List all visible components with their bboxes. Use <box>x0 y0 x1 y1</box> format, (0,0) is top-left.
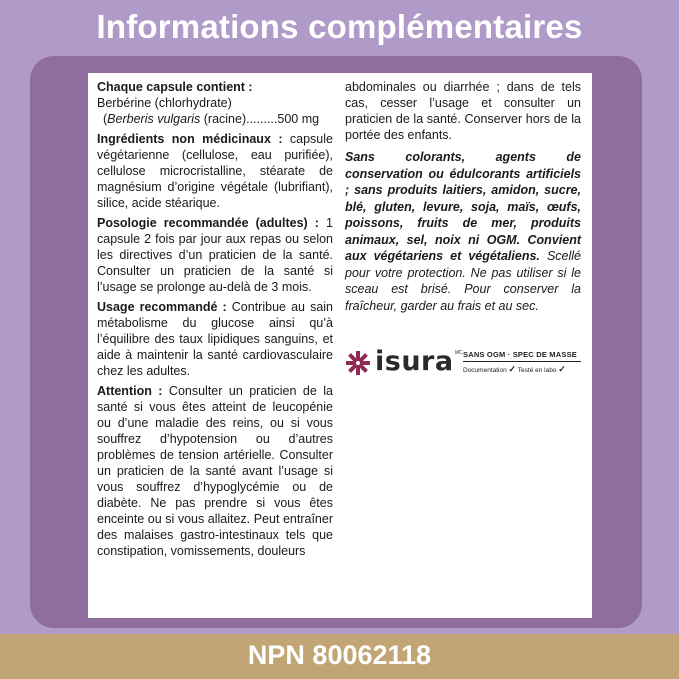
right-column <box>345 79 581 318</box>
cert-documentation: Documentation <box>463 367 507 374</box>
flower-logo-icon <box>345 350 371 376</box>
storage-statement: Scellé pour votre protection. Ne pas utiliser si le sceau est brisé. Pour conserver la fraîcheur, garder au frais et au sec. <box>345 249 581 313</box>
certification-title: SANS OGM · SPEC DE MASSE <box>463 350 577 359</box>
certification-divider <box>463 361 581 362</box>
brand-name: isura <box>375 346 454 377</box>
npn-number: NPN 80062118 <box>247 640 432 670</box>
certification-details <box>463 364 566 375</box>
dosage-heading: Posologie recommandée (adultes) : <box>97 216 319 230</box>
left-column: Chaque capsule contient : Berbérine (chlorhydrate) (Berberis vulgaris (racine).........500 mg Ingrédients non médicinaux : capsule végétarienne (cellulose, eau purifiée), cellulose microcristalline, stéarate de magnésium d’origine végétale (lubrifiant), silice, acide stéarique. Posologie recommandée (adultes) : 1 capsule 2 fois par jour aux repas ou selon les directives d’un praticien de la santé. Consulter un praticien de la santé si l’usage se prolonge au-delà de 3 mois. Usage recommandé : Contribue au sain métabolisme du glucose ainsi qu’à l’équilibre des taux lipidiques sanguins, et aide à maintenir la santé cardiovasculaire chez les adultes. Attention : Consulter un praticien de la santé si vous êtes atteint de leucopénie ou d’une maladie des reins, ou si vous souffrez d’hypotension ou d’autres problèmes de tension artérielle. Consulter un praticien de la santé avant l’usage si vous souffrez d’hypoglycémie ou de diabète. Ne pas prendre si vous êtes enceinte ou si vous allaitez. Peut entraîner des malaises gastro-intestinaux tels que constipation, vomissements, douleurs <box>97 80 334 558</box>
trademark-mark: MC <box>455 350 463 356</box>
check-icon: ✓ <box>508 364 517 374</box>
contains-heading: Chaque capsule contient : <box>97 80 253 94</box>
ingredient-amount: 500 mg <box>277 112 320 126</box>
ingredient-dots: ......... <box>246 112 278 126</box>
ingredient-name: Berbérine (chlorhydrate) <box>97 96 232 110</box>
cert-lab-tested: Testé en labo <box>517 367 557 374</box>
use-text: Contribue au sain métabolisme du glucose ainsi qu’à l’équilibre des taux lipidiques sanguins, et aide à maintenir la santé cardiovasculaire chez les adultes. <box>97 300 334 378</box>
attention-continued: abdominales ou diarrhée ; dans de tels cas, cesser l’usage et consulter un praticien de la santé. Conserver hors de la portée des enfants. <box>345 80 581 142</box>
attention-text: Consulter un praticien de la santé si vous êtes atteint de leucopénie ou d’une maladie des reins, ou si vous souffrez d’hypotension ou d’autres problèmes de tension artérielle. Consulter un praticien de la santé avant l’usage si vous souffrez d’hypoglycémie ou de diabète. Ne pas prendre si vous êtes enceinte ou si vous allaitez. Peut entraîner des malaises gastro-intestinaux tels que constipation, vomissements, douleurs <box>97 384 333 558</box>
page-title: Informations complémentaires <box>96 8 583 45</box>
dosage-text: 1 capsule 2 fois par jour aux repas ou selon les directives d’un praticien de la santé. Consulter un praticien de la santé si l’usage se prolonge au-delà de 3 mois. <box>97 216 333 294</box>
non-med-heading: Ingrédients non médicinaux : <box>97 132 283 146</box>
ingredient-source-latin: Berberis vulgaris <box>107 112 201 126</box>
brand-logo-area <box>345 348 585 380</box>
use-heading: Usage recommandé : <box>97 300 227 314</box>
ingredient-source-part: (racine) <box>200 112 247 126</box>
attention-heading: Attention : <box>97 384 163 398</box>
free-from-statement: Sans colorants, agents de conservation ou édulcorants artificiels ; sans produits laitiers, amidon, sucre, blé, gluten, levure, soja, maïs, œufs, poissons, fruits de mer, produits animaux, sel, noix ni OGM. Convient aux végétariens et végétaliens. <box>345 150 581 263</box>
non-med-text: capsule végétarienne (cellulose, eau purifiée), cellulose microcristalline, stéarate de magnésium d’origine végétale (lubrifiant), silice, acide stéarique. <box>97 132 333 210</box>
check-icon: ✓ <box>558 364 566 374</box>
